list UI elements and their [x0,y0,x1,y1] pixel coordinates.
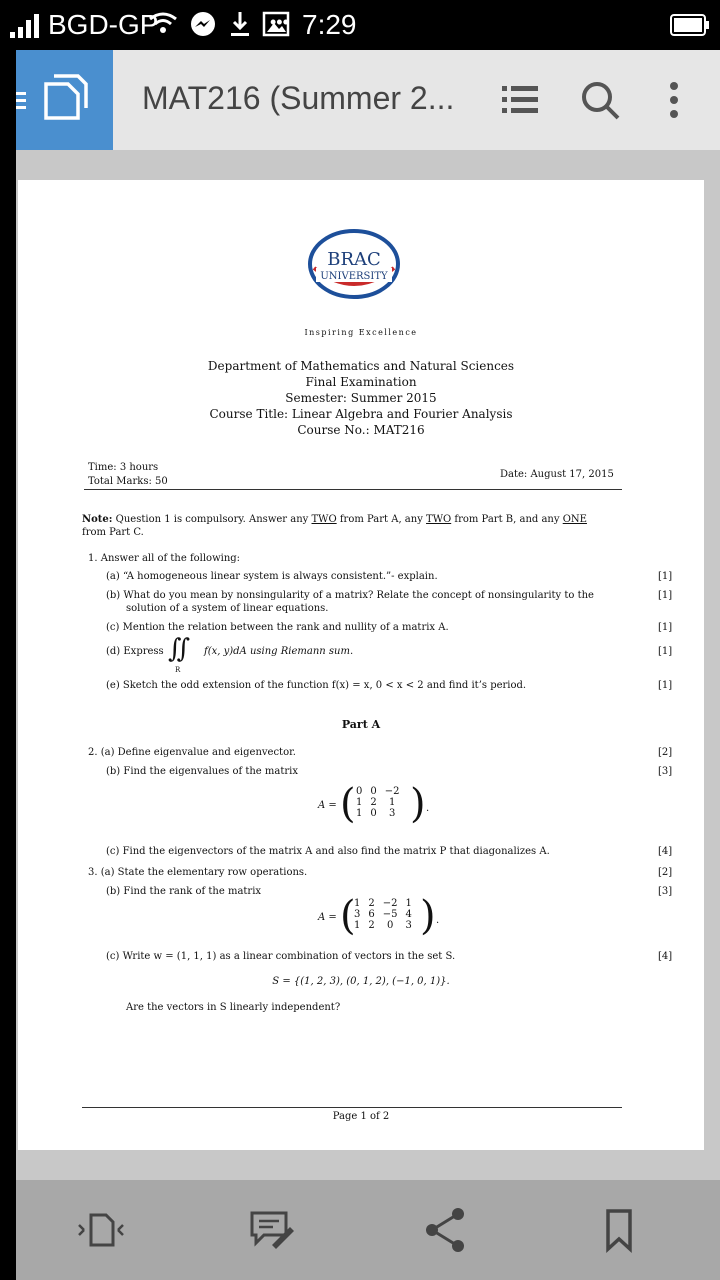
battery-icon [670,14,710,36]
note-two-1: TWO [311,514,337,525]
q3-set: S = {(1, 2, 3), (0, 1, 2), (−1, 0, 1)}. [272,976,450,987]
carrier-name: BGD-GP [48,9,159,40]
document-nav-button[interactable] [16,50,113,150]
q3-b-marks: [3] [658,886,673,897]
q2-b-marks: [3] [658,766,673,777]
wifi-icon [150,14,176,33]
q2-matrix-right-bracket: ) [410,781,426,827]
status-bar [0,0,720,50]
q3-a-marks: [2] [658,867,673,878]
more-dots-icon: ••• [270,12,289,32]
q1-a: (a) “A homogeneous linear system is always consistent.”- explain. [106,571,438,582]
double-integral-symbol: ∬ [168,634,191,664]
q1-e-marks: [1] [658,680,673,691]
note-label: Note: [82,514,113,525]
q3-matrix [350,898,416,931]
q1-d-marks: [1] [658,646,673,657]
matrix-row: 3 6 −5 4 [354,909,412,920]
menu-document-icon [16,50,113,150]
clock: 7:29 [302,9,357,40]
q3-matrix-label: A = [318,912,337,923]
download-icon [231,12,249,36]
q2-a: 2. (a) Define eigenvalue and eigenvector. [88,747,296,758]
overflow-menu-icon[interactable] [652,78,696,122]
q2-matrix-end: . [426,803,430,814]
note-part-c: from Part B, and any [454,514,560,525]
integral-region: R [175,666,181,674]
page-number: Page 1 of 2 [332,1111,390,1122]
q2-matrix-left-bracket: ( [340,781,356,827]
header-line-2: Final Examination [305,375,417,389]
part-a-heading: Part A [341,718,381,731]
q3-c-marks: [4] [658,951,673,962]
matrix-row: 0 0 −2 [356,786,400,797]
q2-matrix [352,786,404,819]
note-one: ONE [562,514,587,525]
note-part-b: from Part A, any [339,514,423,525]
pdf-page [18,180,704,1150]
page-navigation-icon[interactable] [76,1205,126,1255]
matrix-row: 1 0 3 [356,808,396,819]
header-line-3: Semester: Summer 2015 [285,391,437,405]
exam-time: Time: 3 hours [88,462,159,473]
q3-c: (c) Write w = (1, 1, 1) as a linear combination of vectors in the set S. [106,951,456,962]
footer-divider [82,1107,622,1108]
note [82,513,587,526]
logo-university: UNIVERSITY [320,271,388,282]
q2-c-marks: [4] [658,846,673,857]
q1-c: (c) Mention the relation between the rank and nullity of a matrix A. [106,622,449,633]
q3-matrix-right-bracket: ) [420,893,436,939]
bottom-toolbar [16,1180,720,1280]
logo-brac: BRAC [327,249,381,270]
header-line-5: Course No.: MAT216 [297,423,425,437]
q3-question: Are the vectors in S linearly independent? [126,1002,341,1013]
matrix-row: 1 2 1 [356,797,396,808]
note-part-d: from Part C. [82,527,144,538]
list-icon[interactable] [498,78,542,122]
total-marks: Total Marks: 50 [88,476,168,487]
q1-d-post: f(x, y)dA using Riemann sum. [204,646,354,657]
signal-icon [10,14,46,38]
q1-d-pre: (d) Express [106,646,164,657]
document-viewer[interactable] [16,150,720,1280]
q1-title: 1. Answer all of the following: [88,553,241,564]
q2-a-marks: [2] [658,747,673,758]
search-icon[interactable] [578,78,622,122]
exam-date: Date: August 17, 2015 [500,469,614,480]
q1-a-marks: [1] [658,571,673,582]
q1-c-marks: [1] [658,622,673,633]
q1-e: (e) Sketch the odd extension of the function f(x) = x, 0 < x < 2 and find it’s period. [106,680,527,691]
q1-b-marks: [1] [658,590,673,601]
header-line-4: Course Title: Linear Algebra and Fourier Analysis [209,407,513,421]
comment-icon[interactable] [246,1205,296,1255]
messenger-icon [191,12,215,36]
bookmark-icon[interactable] [594,1205,644,1255]
header-divider [84,489,622,490]
share-icon[interactable] [420,1205,470,1255]
matrix-row: 1 2 −2 1 [354,898,412,909]
matrix-row: 1 2 0 3 [354,920,412,931]
q3-b: (b) Find the rank of the matrix [106,886,262,897]
tagline: Inspiring Excellence [304,328,418,337]
q3-a: 3. (a) State the elementary row operations. [88,867,308,878]
q3-matrix-left-bracket: ( [340,893,356,939]
header-line-1: Department of Mathematics and Natural Sciences [207,359,515,373]
app-bar [16,50,720,150]
q2-b: (b) Find the eigenvalues of the matrix [106,766,298,777]
q3-matrix-end: . [436,915,440,926]
document-title: MAT216 (Summer 2... [142,80,455,116]
note-part-a: Question 1 is compulsory. Answer any [115,514,309,525]
q1-b-line1: (b) What do you mean by nonsingularity of a matrix? Relate the concept of nonsingularity to the [106,590,594,601]
note-two-2: TWO [426,514,452,525]
q2-matrix-label: A = [318,800,337,811]
q1-b-line2: solution of a system of linear equations. [126,603,329,614]
q2-c: (c) Find the eigenvectors of the matrix A and also find the matrix P that diagonalizes A. [106,846,550,857]
